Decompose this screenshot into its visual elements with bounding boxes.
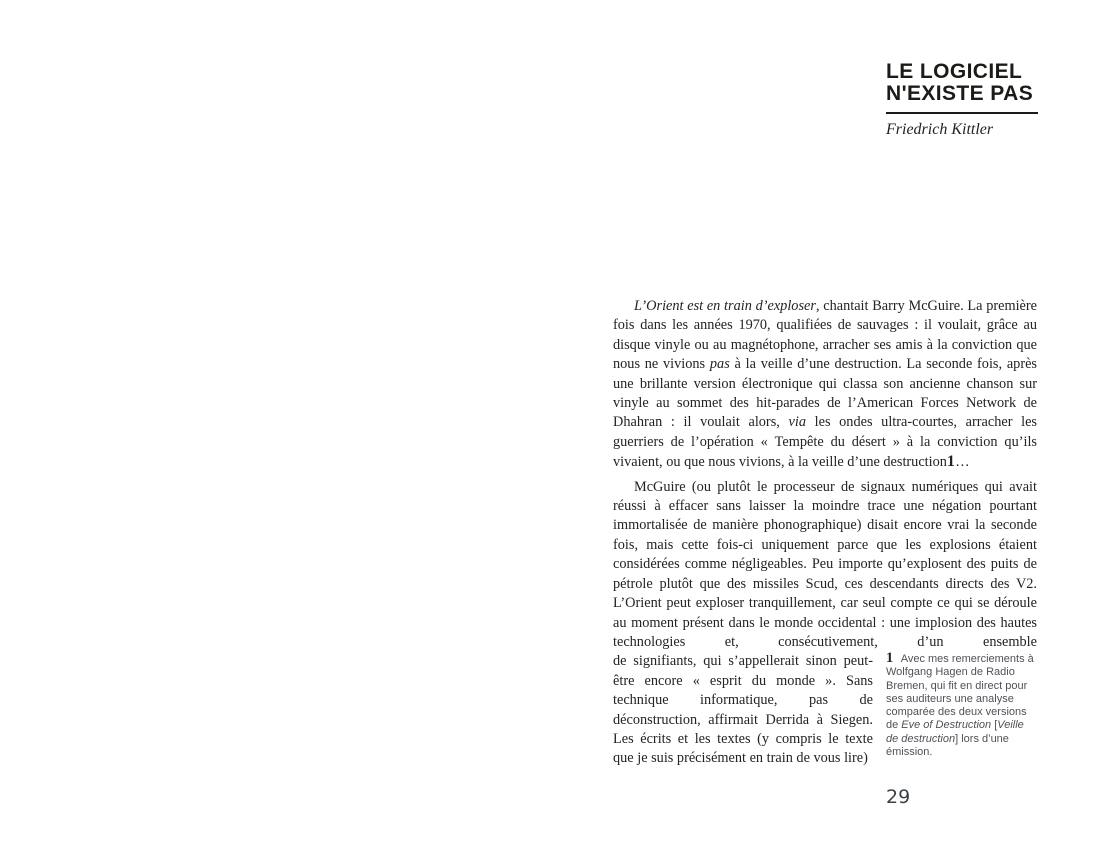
- paragraph-2-narrow: de signifiants, qui s’appellerait sinon peut-être encore « esprit du monde ». Sans technique informatique, pas de déconstruction, affirmait Derrida à Siegen. Les écrits et les textes (y compris le texte que je suis précisément en train de vous lire): [613, 653, 873, 767]
- footnote: 1 Avec mes remerciements à Wolfgang Hagen de Radio Bremen, qui fit en direct pour ses auditeurs une analyse comparée des deux versions de Eve of Destruction [Veille de destruction] lors d’une émission.: [886, 650, 1034, 759]
- page-title: [886, 61, 1038, 105]
- page-title-line1: LE LOGICIEL: [886, 60, 1023, 83]
- chapter-header: [886, 61, 1038, 139]
- author-name: Friedrich Kittler: [886, 121, 994, 138]
- paragraph-1: L’Orient est en train d’exploser, chantait Barry McGuire. La première fois dans les années 1970, qualifiées de sauvages : il voulait, grâce au disque vinyle ou au magnétophone, arracher ses amis à la conviction que nous ne vivions pas à la veille d’une destruction. La seconde fois, après une brillante version électronique qui classa son ancienne chanson sur vinyle au sommet des hit-parades de l’American Forces Network de Dhahran : il voulait alors, via les ondes ultra-courtes, arracher les guerriers de l’opération « Tempête du désert » à la conviction qu’ils vivaient, ou que nous vivions, à la veille d’une destruction1…: [613, 298, 1037, 471]
- paragraph-2-wide: McGuire (ou plutôt le processeur de signaux numériques qui avait réussi à effacer sans laisser la moindre trace une négation pourtant immortalisée de manière phonographique) disait encore vrai la seconde fois, mais cette fois-ci uniquement parce que les explosions étaient considérées comme négligeables. Peu importe qu’explosent des puits de pétrole plutôt que des missiles Scud, ces descendants directs des V2. L’Orient peut exploser tranquillement, car seul compte ce qui se déroule au moment présent dans le monde occidental : une implosion des hautes technologies et, consécutivement, d’un ensemble: [613, 478, 1037, 650]
- page-number: 29: [886, 786, 911, 808]
- title-rule: [886, 112, 1038, 114]
- page-title-line2: N'EXISTE PAS: [886, 82, 1034, 105]
